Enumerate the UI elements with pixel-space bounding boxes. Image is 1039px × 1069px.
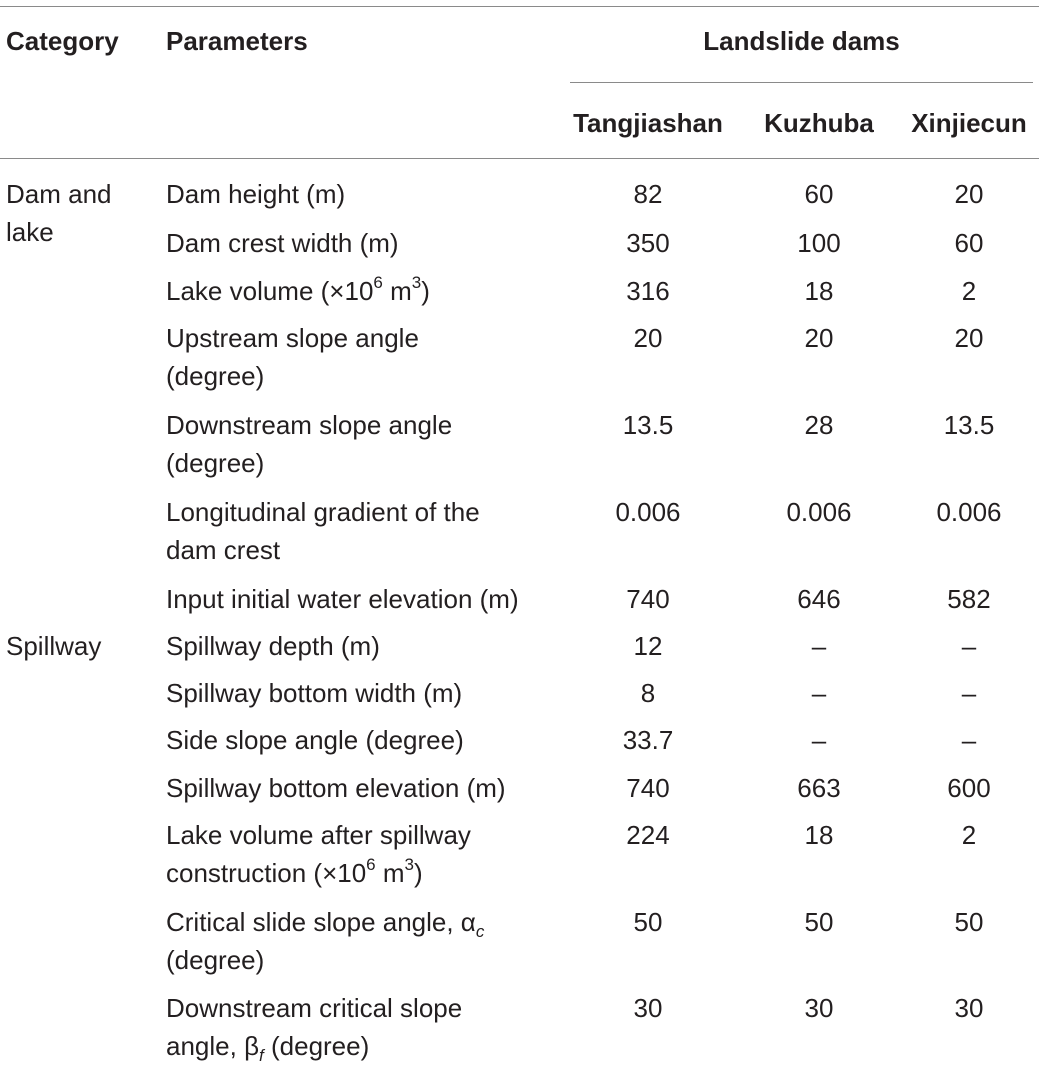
value-kuzhuba: 100	[797, 228, 841, 258]
param-spillway-bottom-elevation: Spillway bottom elevation (m)	[166, 773, 506, 803]
value-xinjiecun: 60	[954, 228, 984, 258]
header-landslide-dams: Landslide dams	[703, 26, 900, 56]
value-kuzhuba: 30	[804, 993, 834, 1023]
value-xinjiecun: 2	[961, 820, 977, 850]
value-kuzhuba: 28	[804, 410, 834, 440]
param-dam-crest-width: Dam crest width (m)	[166, 228, 399, 258]
value-tangjiashan: 740	[626, 773, 670, 803]
value-tangjiashan: 13.5	[622, 410, 674, 440]
header-category: Category	[6, 26, 119, 56]
param-downstream-critical-slope-angle: Downstream critical slope angle, $\beta_f$ (degree)	[166, 993, 463, 1066]
value-kuzhuba: 20	[804, 323, 834, 353]
value-tangjiashan: 316	[626, 276, 670, 306]
header-bottom-rule	[0, 158, 1039, 159]
value-xinjiecun: 20	[954, 323, 984, 353]
value-tangjiashan: 350	[626, 228, 670, 258]
value-kuzhuba: 646	[797, 584, 841, 614]
value-xinjiecun: –	[961, 678, 977, 708]
value-kuzhuba: 663	[797, 773, 841, 803]
value-kuzhuba: –	[811, 678, 827, 708]
value-tangjiashan: 82	[633, 179, 663, 209]
value-xinjiecun: 50	[954, 907, 984, 937]
param-critical-slide-slope-angle: Critical slide slope angle, $\alpha_c$ (degree)	[166, 907, 485, 975]
value-kuzhuba: 18	[804, 276, 834, 306]
value-xinjiecun: 2	[961, 276, 977, 306]
value-tangjiashan: 33.7	[622, 725, 674, 755]
param-spillway-bottom-width: Spillway bottom width (m)	[166, 678, 463, 708]
value-tangjiashan: 50	[633, 907, 663, 937]
value-tangjiashan: 20	[633, 323, 663, 353]
value-xinjiecun: 20	[954, 179, 984, 209]
value-xinjiecun: 30	[954, 993, 984, 1023]
value-xinjiecun: –	[961, 725, 977, 755]
value-kuzhuba: 0.006	[786, 497, 852, 527]
value-kuzhuba: 60	[804, 179, 834, 209]
group-rule	[570, 82, 1033, 83]
value-kuzhuba: –	[811, 725, 827, 755]
param-spillway-depth: Spillway depth (m)	[166, 631, 380, 661]
top-rule	[0, 6, 1039, 7]
category-spillway: Spillway	[6, 631, 102, 661]
value-tangjiashan: 0.006	[615, 497, 681, 527]
value-tangjiashan: 30	[633, 993, 663, 1023]
value-kuzhuba: 18	[804, 820, 834, 850]
category-dam-and-lake: Dam and lake	[6, 179, 112, 247]
param-longitudinal-gradient: Longitudinal gradient of the dam crest	[166, 497, 480, 565]
value-tangjiashan: 740	[626, 584, 670, 614]
value-xinjiecun: 0.006	[936, 497, 1002, 527]
value-xinjiecun: 600	[947, 773, 991, 803]
value-xinjiecun: 13.5	[943, 410, 995, 440]
param-dam-height: Dam height (m)	[166, 179, 346, 209]
header-parameters: Parameters	[166, 26, 308, 56]
value-tangjiashan: 12	[633, 631, 663, 661]
value-kuzhuba: –	[811, 631, 827, 661]
header-dam-tangjiashan: Tangjiashan	[573, 108, 723, 138]
value-kuzhuba: 50	[804, 907, 834, 937]
value-xinjiecun: –	[961, 631, 977, 661]
value-tangjiashan: 8	[640, 678, 656, 708]
param-downstream-slope-angle: Downstream slope angle (degree)	[166, 410, 453, 478]
value-xinjiecun: 582	[947, 584, 991, 614]
param-input-initial-water-elevation: Input initial water elevation (m)	[166, 584, 519, 614]
header-dam-xinjiecun: Xinjiecun	[911, 108, 1027, 138]
header-dam-kuzhuba: Kuzhuba	[764, 108, 874, 138]
value-tangjiashan: 224	[626, 820, 670, 850]
param-upstream-slope-angle: Upstream slope angle (degree)	[166, 323, 419, 391]
param-side-slope-angle: Side slope angle (degree)	[166, 725, 464, 755]
param-lake-volume: Lake volume ($\times 10^6$ $m^3$)	[166, 273, 430, 306]
param-lake-volume-after-spillway: Lake volume after spillway construction ($\times 10^6$ $m^3$)	[166, 820, 471, 888]
